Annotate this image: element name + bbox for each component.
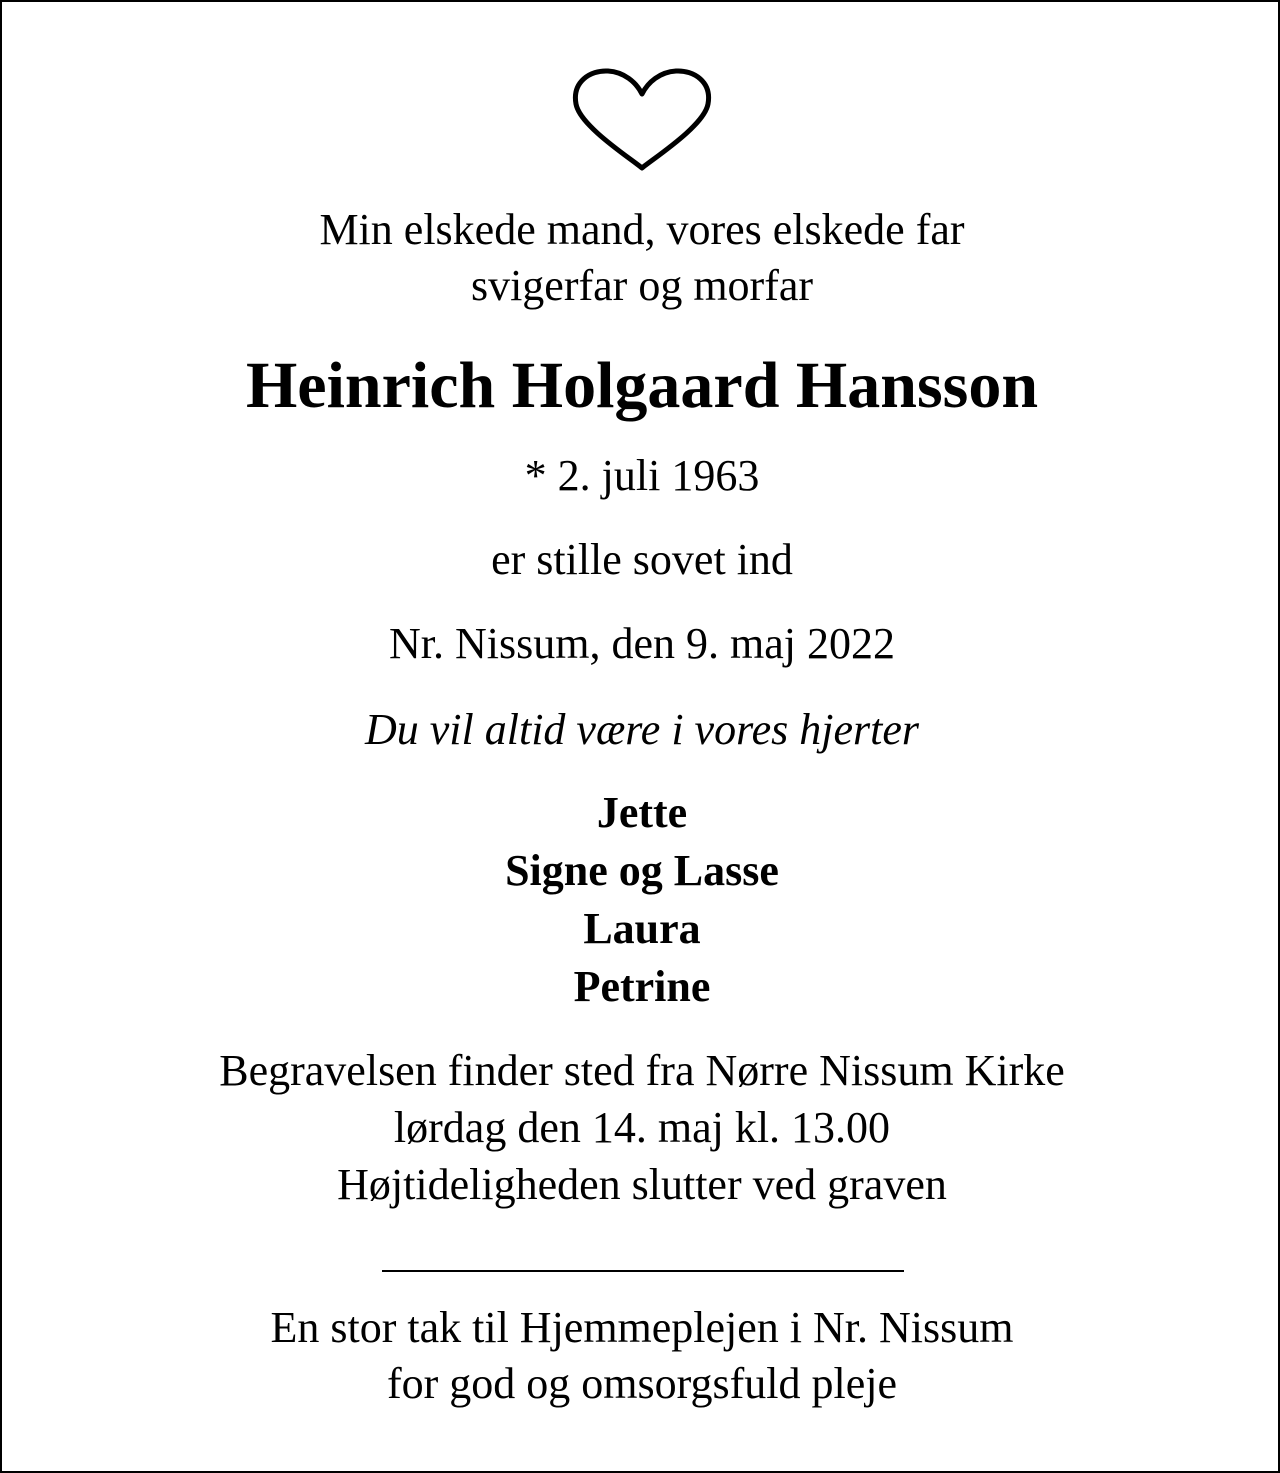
deceased-name: Heinrich Holgaard Hansson <box>245 349 1039 422</box>
motto: Du vil altid være i vores hjerter <box>365 705 919 754</box>
family-list <box>2 784 1280 1016</box>
heart-icon <box>570 68 715 172</box>
intro-text <box>2 202 1280 314</box>
divider-line <box>382 1270 904 1272</box>
thanks-line: En stor tak til Hjemmeplejen i Nr. Nissum <box>270 1303 1014 1352</box>
funeral-line: Begravelsen finder sted fra Nørre Nissum Kirke <box>219 1046 1065 1095</box>
funeral-info <box>2 1042 1280 1213</box>
family-member: Laura <box>583 904 701 953</box>
intro-line: Min elskede mand, vores elskede far <box>319 205 965 254</box>
thanks-text <box>2 1300 1280 1412</box>
birth-date: * 2. juli 1963 <box>524 451 760 500</box>
intro-line: svigerfar og morfar <box>470 261 814 310</box>
funeral-line: Højtideligheden slutter ved graven <box>337 1160 947 1209</box>
place-and-date: Nr. Nissum, den 9. maj 2022 <box>389 619 895 668</box>
funeral-line: lørdag den 14. maj kl. 13.00 <box>393 1103 891 1152</box>
passed-text: er stille sovet ind <box>491 535 793 584</box>
thanks-line: for god og omsorgsfuld pleje <box>386 1359 898 1408</box>
family-member: Signe og Lasse <box>505 846 779 895</box>
family-member: Jette <box>596 788 688 837</box>
family-member: Petrine <box>573 962 711 1011</box>
